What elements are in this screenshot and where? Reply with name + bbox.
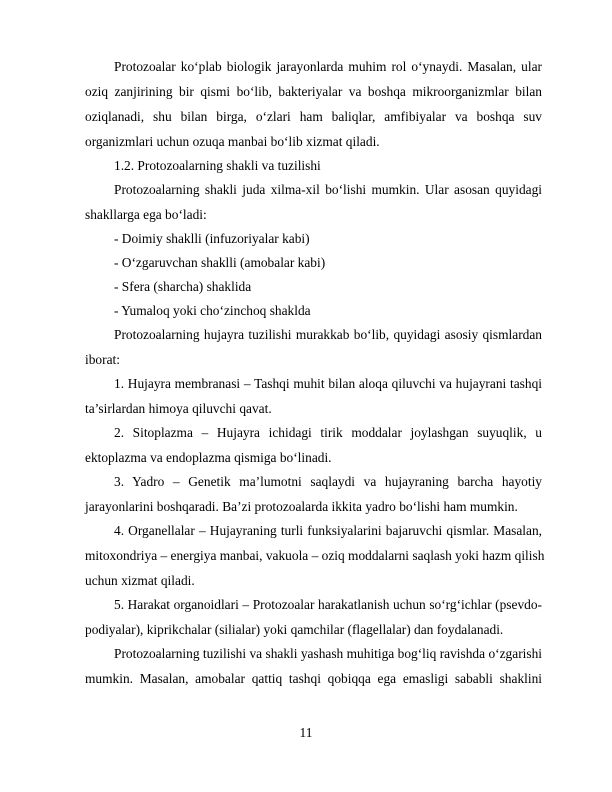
list-item: - Yumaloq yoki cho‘zinchoq shaklda (114, 303, 311, 318)
text-line: iborat: (85, 352, 120, 367)
text-line: jarayonlarini boshqaradi. Ba’zi protozoalarda ikkita yadro bo‘lishi ham mumkin. (85, 499, 518, 514)
text-line: Protozoalar ko‘plab biologik jarayonlarda muhim rol o‘ynaydi. Masalan, ular (114, 59, 542, 74)
text-line: uchun xizmat qiladi. (85, 573, 195, 588)
list-item: - O‘zgaruvchan shaklli (amobalar kabi) (114, 255, 326, 270)
list-item: 4. Organellalar – Hujayraning turli funksiyalarini bajaruvchi qismlar. Masalan, (114, 523, 542, 538)
list-item: 2. Sitoplazma – Hujayra ichidagi tirik moddalar joylashgan suyuqlik, u (114, 425, 542, 440)
text-line: podiyalar), kiprikchalar (silialar) yoki qamchilar (flagellalar) dan foydalanadi. (85, 622, 504, 637)
list-item: 3. Yadro – Genetik ma’lumotni saqlaydi va hujayraning barcha hayotiy (114, 474, 542, 489)
section-heading: 1.2. Protozoalarning shakli va tuzilishi (114, 158, 321, 173)
list-item: - Sfera (sharcha) shaklida (114, 279, 252, 294)
text-line: ta’sirlardan himoya qiluvchi qavat. (85, 401, 272, 416)
list-item: 1. Hujayra membranasi – Tashqi muhit bilan aloqa qiluvchi va hujayrani tashqi (114, 376, 542, 391)
text-line: oziqlanadi, shu bilan birga, o‘zlari ham baliqlar, amfibiyalar va boshqa suv (85, 109, 542, 124)
text-line: Protozoalarning shakli juda xilma-xil bo‘lishi mumkin. Ular asosan quyidagi (114, 182, 542, 197)
text-line: organizmlari uchun ozuqa manbai bo‘lib xizmat qiladi. (85, 134, 380, 149)
text-line: mumkin. Masalan, amobalar qattiq tashqi qobiqqa ega emasligi sababli shaklini (85, 671, 542, 686)
text-line: shakllarga ega bo‘ladi: (85, 207, 207, 222)
text-line: Protozoalarning hujayra tuzilishi murakkab bo‘lib, quyidagi asosiy qismlardan (114, 327, 542, 342)
list-item: - Doimiy shaklli (infuzoriyalar kabi) (114, 231, 310, 246)
text-line: mitoxondriya – energiya manbai, vakuola – oziq moddalarni saqlash yoki hazm qilish (85, 548, 545, 563)
text-line: oziq zanjirining bir qismi bo‘lib, bakteriyalar va boshqa mikroorganizmlar bilan (85, 84, 542, 99)
text-line: ektoplazma va endoplazma qismiga bo‘linadi. (85, 450, 332, 465)
list-item: 5. Harakat organoidlari – Protozoalar harakatlanish uchun so‘rg‘ichlar (psevdo- (114, 597, 542, 612)
text-line: Protozoalarning tuzilishi va shakli yashash muhitiga bog‘liq ravishda o‘zgarishi (114, 646, 542, 661)
page-number: 11 (299, 725, 313, 740)
